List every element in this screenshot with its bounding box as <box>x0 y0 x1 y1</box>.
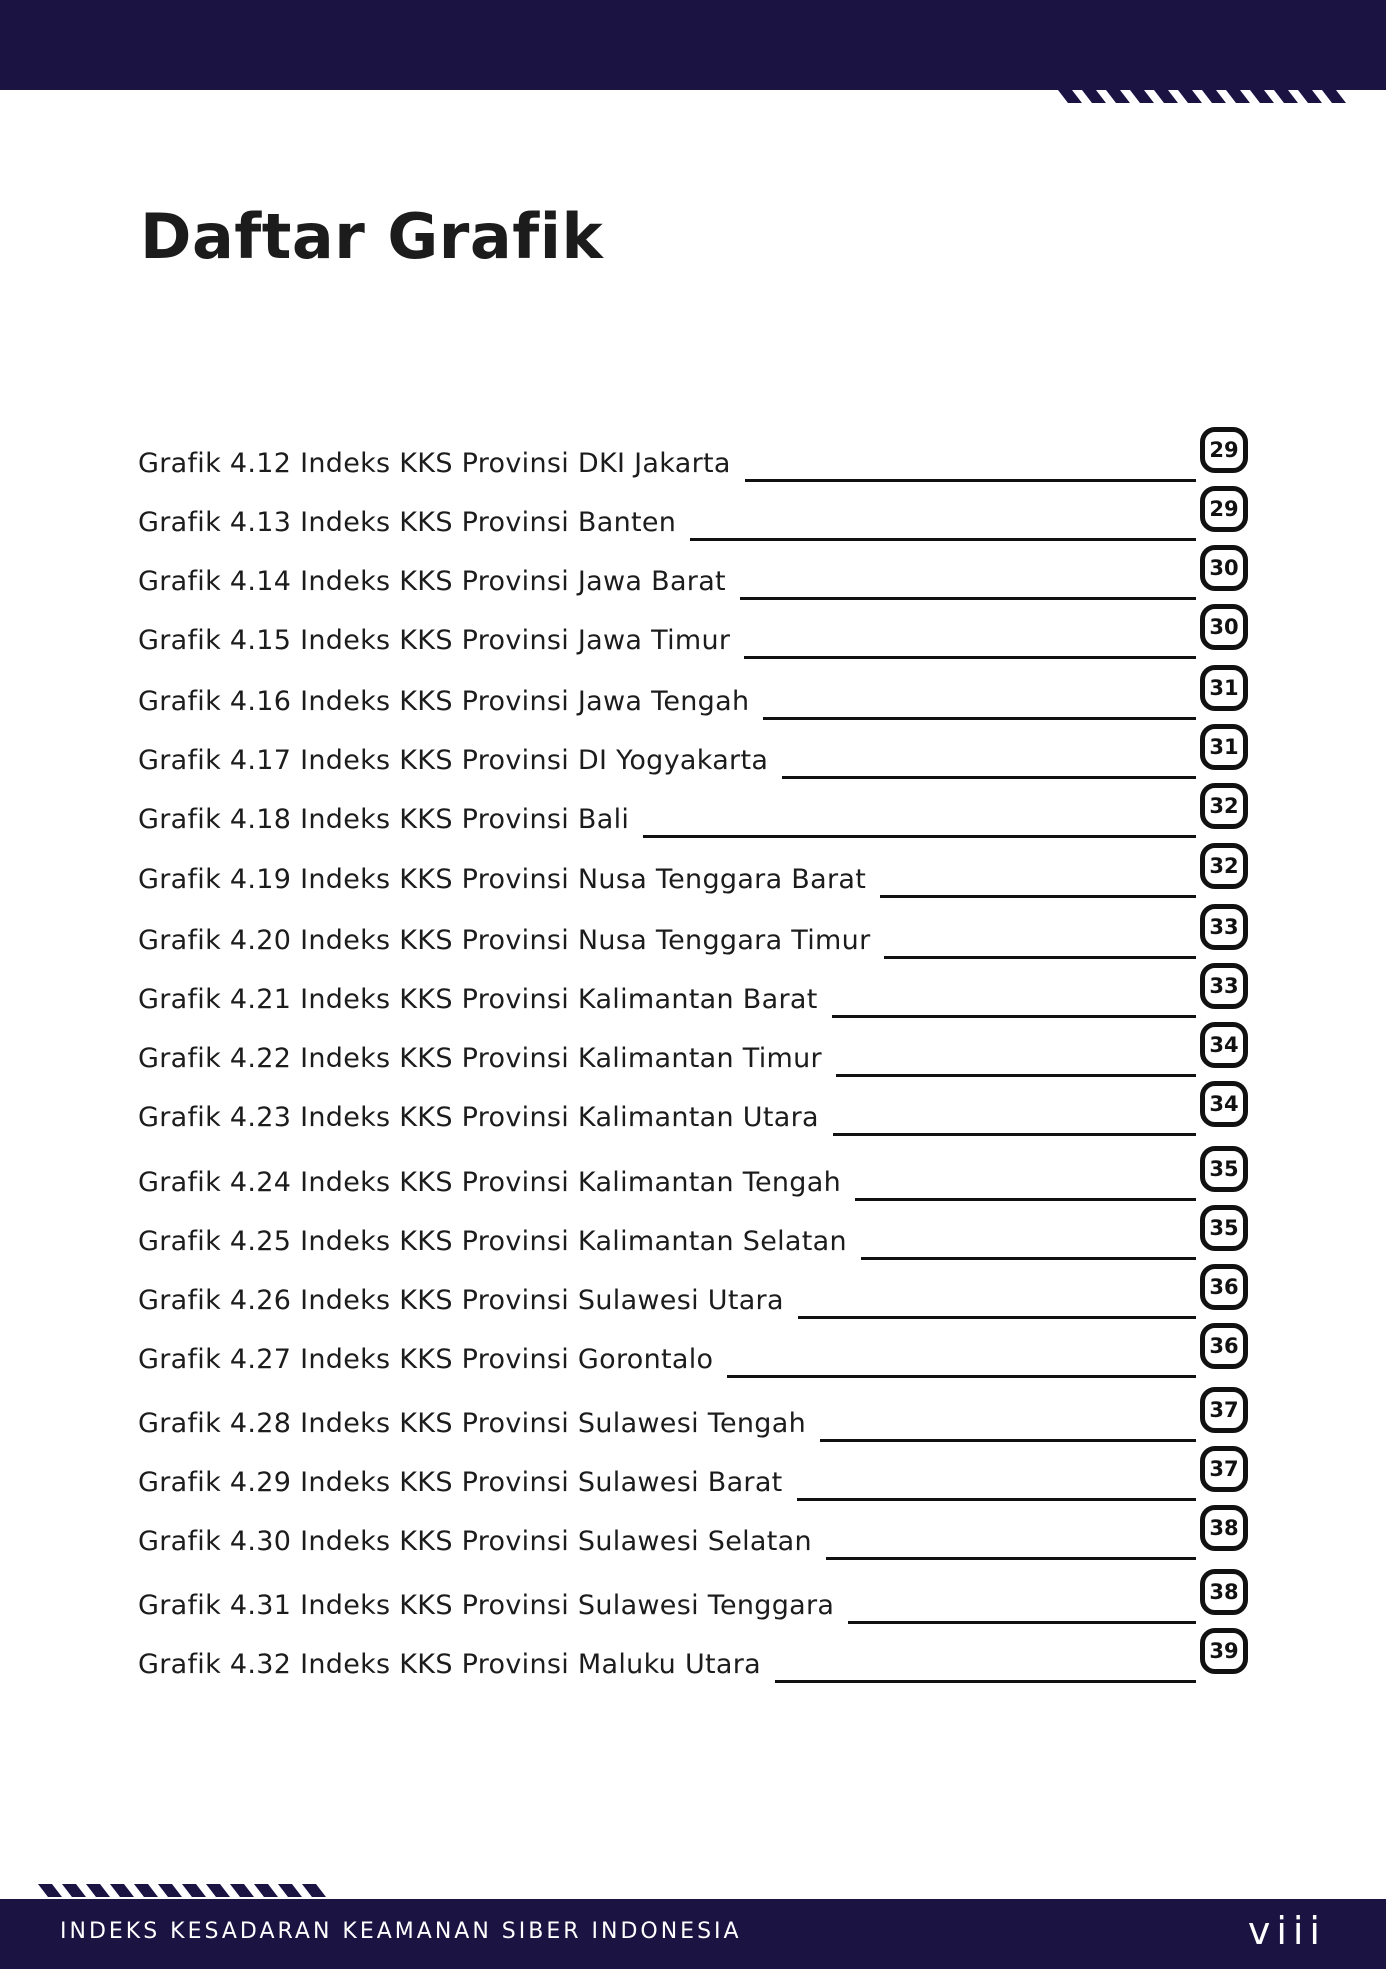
toc-leader-line <box>690 538 1196 541</box>
toc-leader-line <box>848 1621 1196 1624</box>
toc-page-badge: 36 <box>1200 1323 1248 1369</box>
toc-page-badge: 31 <box>1200 724 1248 770</box>
toc-entry[interactable] <box>138 843 1248 899</box>
toc-entry[interactable] <box>138 783 1248 839</box>
toc-entry[interactable] <box>138 604 1248 660</box>
toc-entry[interactable] <box>138 1446 1248 1502</box>
toc-leader-line <box>797 1498 1196 1501</box>
toc-leader-line <box>826 1557 1196 1560</box>
toc-entry-label: Grafik 4.15 Indeks KKS Provinsi Jawa Timur <box>138 625 731 656</box>
stripe-shape <box>1274 90 1298 103</box>
toc-entry[interactable] <box>138 486 1248 542</box>
toc-page-badge: 34 <box>1200 1081 1248 1127</box>
toc-entry-label: Grafik 4.13 Indeks KKS Provinsi Banten <box>138 507 677 538</box>
toc-entry[interactable] <box>138 1022 1248 1078</box>
toc-entry-label: Grafik 4.32 Indeks KKS Provinsi Maluku Utara <box>138 1649 762 1680</box>
page-number: viii <box>1247 1909 1326 1953</box>
toc-leader-line <box>745 479 1196 482</box>
toc-page-badge: 37 <box>1200 1446 1248 1492</box>
stripe-shape <box>302 1884 326 1897</box>
stripe-shape <box>182 1884 206 1897</box>
toc-leader-line <box>643 835 1196 838</box>
toc-leader-line <box>798 1316 1196 1319</box>
toc-page-badge: 32 <box>1200 783 1248 829</box>
toc-entry[interactable] <box>138 1505 1248 1561</box>
toc-entry[interactable] <box>138 1628 1248 1684</box>
stripe-shape <box>134 1884 158 1897</box>
toc-entry-label: Grafik 4.25 Indeks KKS Provinsi Kalimantan Selatan <box>138 1226 847 1257</box>
header-stripe-decoration <box>1058 90 1358 103</box>
stripe-shape <box>38 1884 62 1897</box>
stripe-shape <box>1106 90 1130 103</box>
stripe-shape <box>86 1884 110 1897</box>
toc-page-badge: 31 <box>1200 665 1248 711</box>
toc-entry-label: Grafik 4.22 Indeks KKS Provinsi Kalimantan Timur <box>138 1043 822 1074</box>
toc-entry[interactable] <box>138 724 1248 780</box>
stripe-shape <box>230 1884 254 1897</box>
toc-entry[interactable] <box>138 545 1248 601</box>
stripe-shape <box>1250 90 1274 103</box>
toc-page-badge: 32 <box>1200 843 1248 889</box>
toc-page-badge: 30 <box>1200 604 1248 650</box>
toc-entry-label: Grafik 4.26 Indeks KKS Provinsi Sulawesi Utara <box>138 1285 784 1316</box>
toc-entry-label: Grafik 4.17 Indeks KKS Provinsi DI Yogyakarta <box>138 745 769 776</box>
stripe-shape <box>1154 90 1178 103</box>
toc-leader-line <box>727 1375 1196 1378</box>
stripe-shape <box>1058 90 1082 103</box>
stripe-shape <box>1322 90 1346 103</box>
toc-entry-label: Grafik 4.30 Indeks KKS Provinsi Sulawesi Selatan <box>138 1526 812 1557</box>
toc-page-badge: 33 <box>1200 904 1248 950</box>
toc-entry-label: Grafik 4.24 Indeks KKS Provinsi Kalimantan Tengah <box>138 1167 842 1198</box>
stripe-shape <box>110 1884 134 1897</box>
toc-page-badge: 36 <box>1200 1264 1248 1310</box>
toc-entry[interactable] <box>138 1081 1248 1137</box>
toc-leader-line <box>880 895 1196 898</box>
stripe-shape <box>1130 90 1154 103</box>
toc-entry-label: Grafik 4.29 Indeks KKS Provinsi Sulawesi Barat <box>138 1467 783 1498</box>
toc-page-badge: 30 <box>1200 545 1248 591</box>
toc-entry[interactable] <box>138 1205 1248 1261</box>
toc-entry[interactable] <box>138 904 1248 960</box>
stripe-shape <box>254 1884 278 1897</box>
footer-stripe-decoration <box>38 1884 338 1897</box>
stripe-shape <box>1226 90 1250 103</box>
toc-leader-line <box>832 1015 1196 1018</box>
toc-entry[interactable] <box>138 1323 1248 1379</box>
toc-entry[interactable] <box>138 665 1248 721</box>
stripe-shape <box>62 1884 86 1897</box>
toc-entry-label: Grafik 4.19 Indeks KKS Provinsi Nusa Tenggara Barat <box>138 864 867 895</box>
toc-entry[interactable] <box>138 963 1248 1019</box>
stripe-shape <box>1082 90 1106 103</box>
toc-entry-label: Grafik 4.16 Indeks KKS Provinsi Jawa Tengah <box>138 686 750 717</box>
stripe-shape <box>1178 90 1202 103</box>
toc-leader-line <box>833 1133 1196 1136</box>
toc-page-badge: 35 <box>1200 1146 1248 1192</box>
toc-page-badge: 38 <box>1200 1569 1248 1615</box>
toc-entry-label: Grafik 4.12 Indeks KKS Provinsi DKI Jakarta <box>138 448 731 479</box>
toc-leader-line <box>740 597 1196 600</box>
toc-leader-line <box>861 1257 1196 1260</box>
toc-entry-label: Grafik 4.18 Indeks KKS Provinsi Bali <box>138 804 630 835</box>
header-bar <box>0 0 1386 90</box>
toc-page-badge: 35 <box>1200 1205 1248 1251</box>
toc-leader-line <box>775 1680 1196 1683</box>
toc-page-badge: 37 <box>1200 1387 1248 1433</box>
toc-entry[interactable] <box>138 1387 1248 1443</box>
toc-entry[interactable] <box>138 1569 1248 1625</box>
stripe-shape <box>206 1884 230 1897</box>
toc-entry-label: Grafik 4.31 Indeks KKS Provinsi Sulawesi Tenggara <box>138 1590 835 1621</box>
stripe-shape <box>278 1884 302 1897</box>
toc-entry-label: Grafik 4.27 Indeks KKS Provinsi Gorontalo <box>138 1344 714 1375</box>
toc-entry-label: Grafik 4.14 Indeks KKS Provinsi Jawa Barat <box>138 566 726 597</box>
toc-entry[interactable] <box>138 427 1248 483</box>
toc-leader-line <box>782 776 1196 779</box>
page-title: Daftar Grafik <box>140 200 604 273</box>
toc-page-badge: 29 <box>1200 427 1248 473</box>
toc-page-badge: 39 <box>1200 1628 1248 1674</box>
footer-title: INDEKS KESADARAN KEAMANAN SIBER INDONESIA <box>60 1919 742 1944</box>
toc-leader-line <box>820 1439 1196 1442</box>
toc-leader-line <box>744 656 1196 659</box>
toc-page-badge: 29 <box>1200 486 1248 532</box>
toc-page-badge: 38 <box>1200 1505 1248 1551</box>
toc-entry[interactable] <box>138 1146 1248 1202</box>
toc-entry-label: Grafik 4.28 Indeks KKS Provinsi Sulawesi Tengah <box>138 1408 806 1439</box>
stripe-shape <box>1298 90 1322 103</box>
toc-leader-line <box>836 1074 1196 1077</box>
toc-entry-label: Grafik 4.21 Indeks KKS Provinsi Kalimantan Barat <box>138 984 818 1015</box>
stripe-shape <box>158 1884 182 1897</box>
toc-entry-label: Grafik 4.23 Indeks KKS Provinsi Kalimantan Utara <box>138 1102 819 1133</box>
toc-page-badge: 33 <box>1200 963 1248 1009</box>
toc-leader-line <box>884 956 1196 959</box>
toc-page-badge: 34 <box>1200 1022 1248 1068</box>
footer-bar <box>0 1899 1386 1969</box>
toc-entry[interactable] <box>138 1264 1248 1320</box>
toc-leader-line <box>855 1198 1196 1201</box>
stripe-shape <box>1202 90 1226 103</box>
toc-leader-line <box>763 717 1196 720</box>
toc-entry-label: Grafik 4.20 Indeks KKS Provinsi Nusa Tenggara Timur <box>138 925 871 956</box>
